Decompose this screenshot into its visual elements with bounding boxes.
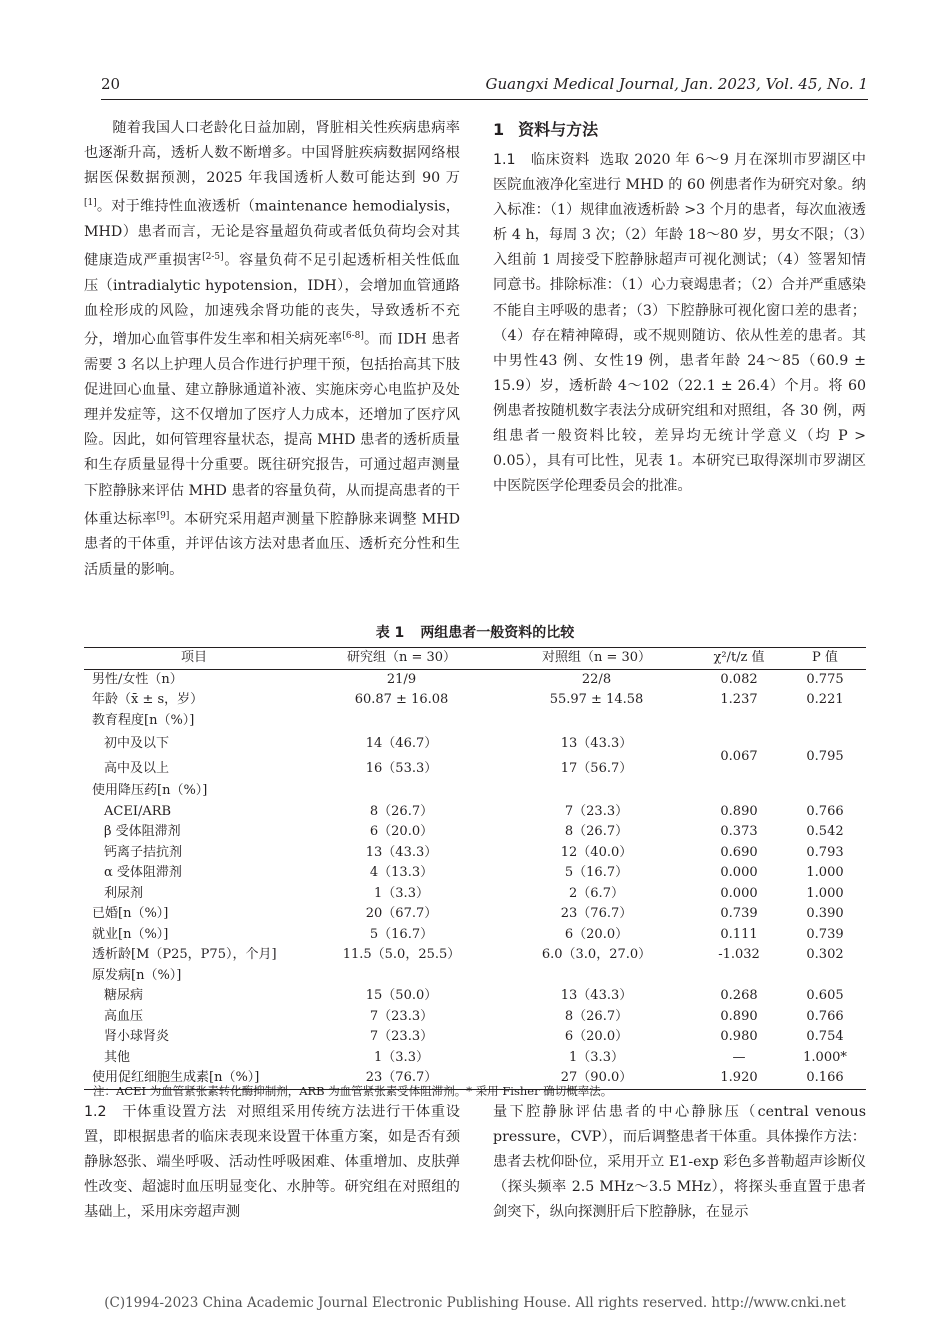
table-cell: 60.87 ± 16.08 <box>354 692 449 707</box>
table-cell: 7（23.3） <box>369 1008 434 1024</box>
table-cell: 13（43.3） <box>560 736 633 751</box>
intro-paragraph <box>84 116 460 583</box>
intro-text-d: 。而 IDH 患者需要 3 名以上护理人员合作进行护理干预，包括抬高其下肢促进回心血量、建立静脉通道补液、实施床旁心电监护及处理并发症等，这不仅增加了医疗人力成本，还增加了医疗风险。因此，如何管理容量状态，提高 MHD 患者的透析质量和生存质量显得十分重要。既往研究报告，可通过超声测量下腔静脉来评估 MHD 患者的容量负荷，从而提高患者的干体重达标率 <box>84 331 460 528</box>
table-cell: 15（50.0） <box>365 988 438 1003</box>
table-cell: 6.0（3.0，27.0） <box>541 947 652 962</box>
table-cell: 6（20.0） <box>369 824 434 839</box>
table-cell: 0.795 <box>806 748 844 764</box>
table-row <box>84 711 866 732</box>
table-cell: ACEI/ARB <box>104 803 172 819</box>
table-cell: 11.5（5.0，25.5） <box>342 947 461 962</box>
table-cell: 0.221 <box>806 692 844 707</box>
table-cell: 5（16.7） <box>369 926 434 942</box>
table-cell: 糖尿病 <box>104 988 144 1003</box>
table-cell: 16（53.3） <box>365 761 438 776</box>
table-cell: 22/8 <box>581 671 612 687</box>
subsection-1-2-heading: 1.2 干体重设置方法 <box>84 1104 227 1120</box>
table-cell: 1.237 <box>720 692 758 707</box>
intro-column <box>84 116 460 583</box>
table-cell: 教育程度[n（%）] <box>92 712 195 728</box>
table-cell: 1（3.3） <box>374 1049 429 1065</box>
table-cell: 8（26.7） <box>564 824 629 839</box>
citation-4[interactable]: [9] <box>156 510 170 521</box>
table-cell: 0.000 <box>720 885 758 901</box>
subsection-1-2-right <box>493 1100 866 1225</box>
table-cell: 原发病[n（%）] <box>92 967 182 983</box>
table-row <box>84 966 866 987</box>
table-cell: 高中及以上 <box>104 761 170 776</box>
table-row <box>84 863 866 884</box>
table-cell: 7（23.3） <box>564 803 629 819</box>
table-cell: 0.542 <box>806 824 844 839</box>
citation-2[interactable]: [2-5] <box>202 252 224 263</box>
table-row <box>84 945 866 966</box>
table-cell: 透析龄[M（P25，P75），个月] <box>92 947 277 962</box>
table-cell: 13（43.3） <box>365 844 438 860</box>
table-row <box>84 669 866 690</box>
table-cell: 0.605 <box>806 988 844 1003</box>
table-cell: 年龄（x̄ ± s，岁） <box>92 692 204 707</box>
table-cell: -1.032 <box>718 947 760 962</box>
table-cell: 27（90.0） <box>499 1068 694 1089</box>
table-cell: 利尿剂 <box>104 885 144 901</box>
table-cell: β 受体阻滞剂 <box>104 824 181 839</box>
table-cell: 0.754 <box>806 1029 844 1044</box>
subsection-1-2-left <box>84 1100 460 1225</box>
table-row <box>84 1027 866 1048</box>
intro-text-a: 随着我国人口老龄化日益加剧，肾脏相关性疾病患病率也逐渐升高，透析人数不断增多。中国肾脏疾病数据网络根据医保数据预测，2025 年我国透析人数可能达到 90 万 <box>84 120 460 187</box>
table-cell: 0.890 <box>720 1008 758 1024</box>
table-row <box>84 822 866 843</box>
table-cell: — <box>732 1049 746 1065</box>
section-1-label: 资料与方法 <box>518 120 599 139</box>
table-row <box>84 925 866 946</box>
table-cell: 13（43.3） <box>560 988 633 1003</box>
copyright-footer: (C)1994-2023 China Academic Journal Electronic Publishing House. All rights reserved. http://www.cnki.net <box>104 1295 846 1311</box>
table-cell: 已婚[n（%）] <box>92 906 169 921</box>
table-cell: 0.793 <box>806 844 844 860</box>
table-cell: 肾小球肾炎 <box>104 1029 170 1044</box>
table-cell: 0.111 <box>720 926 758 942</box>
table-cell: 0.739 <box>720 906 758 921</box>
table-cell: 20（67.7） <box>365 906 438 921</box>
header-rule <box>101 99 868 100</box>
table-cell: 1.000* <box>803 1049 847 1065</box>
table-cell: 12（40.0） <box>560 844 633 860</box>
table-header-cell: P 值 <box>784 648 866 670</box>
table-cell: 就业[n（%）] <box>92 926 169 942</box>
table-cell: 1（3.3） <box>569 1049 624 1065</box>
table-cell: 6（20.0） <box>564 926 629 942</box>
intro-text-c: 。容量负荷不足引起透析相关性低血压（intradialytic hypotension，IDH），会增加血管通路血栓形成的风险，加速残余肾功能的丧失，导致透析不充分，增加心血管事件发生率和相关病死率 <box>84 252 460 348</box>
table-row <box>84 781 866 802</box>
citation-3[interactable]: [6-8] <box>342 331 364 342</box>
table-cell: 0.766 <box>806 1008 844 1024</box>
subsection-1-1-text: 选取 2020 年 6～9 月在深圳市罗湖区中医院血液净化室进行 MHD 的 60 例患者作为研究对象。纳入标准：（1）规律血液透析龄 >3 个月的患者，每次血液透析 4 h，每周 3 次；（2）年龄 18～80 岁，男女不限；（3）入组前 1 周接受下腔静脉超声可视化测试；（4）签署知情同意书。排除标准：（1）心力衰竭患者；（2）合并严重感染不能自主呼吸的患者；（3）下腔静脉可视化窗口差的患者；（4）存在精神障碍，或不规则随访、依从性差的患者。其中男性43 例、女性19 例，患者年龄 24～85（60.9 ± 15.9）岁，透析龄 4～102（22.1 ± 26.4）个月。将 60 例患者按随机数字表法分成研究组和对照组，各 30 例，两组患者一般资料比较，差异均无统计学意义（均 P > 0.05），具有可比性，见表 1。本研究已取得深圳市罗湖区中医院医学伦理委员会的批准。 <box>493 152 866 495</box>
table-cell: 8（26.7） <box>369 803 434 819</box>
table-cell: 0.690 <box>720 844 758 860</box>
table-cell: 1.920 <box>694 1068 784 1089</box>
table-cell: 0.082 <box>720 671 758 687</box>
journal-header: Guangxi Medical Journal, Jan. 2023, Vol. 45, No. 1 <box>485 75 868 93</box>
table-cell: 0.739 <box>806 926 844 942</box>
section-1-title <box>493 116 866 144</box>
table-cell: 21/9 <box>386 671 417 687</box>
table-row <box>84 1007 866 1028</box>
table-header-cell: 项目 <box>84 648 304 670</box>
table-1-number: 表 1 <box>375 625 405 641</box>
table-cell: 0.980 <box>720 1029 758 1044</box>
table-cell: 男性/女性（n） <box>92 671 183 687</box>
table-cell: 7（23.3） <box>369 1029 434 1044</box>
table-cell: 1（3.3） <box>374 885 429 901</box>
citation-1[interactable]: [1] <box>84 198 97 209</box>
table-cell: 8（26.7） <box>564 1008 629 1024</box>
table-row <box>84 986 866 1007</box>
table-cell: α 受体阻滞剂 <box>104 865 182 880</box>
table-cell: 使用降压药[n（%）] <box>92 783 208 798</box>
page-number: 20 <box>101 75 121 93</box>
table-cell: 23（76.7） <box>560 906 633 921</box>
table-row <box>84 731 866 756</box>
table-cell: 高血压 <box>104 1008 144 1024</box>
table-cell: 0.000 <box>720 865 758 880</box>
table-cell: 0.302 <box>806 947 844 962</box>
table-cell: 钙离子拮抗剂 <box>104 844 183 860</box>
table-cell: 初中及以下 <box>104 736 170 751</box>
table-1-note: 注：ACEI 为血管紧张素转化酶抑制剂，ARB 为血管紧张素受体阻滞剂。* 采用 Fisher 确切概率法。 <box>93 1084 613 1098</box>
subsection-1-2-paragraph <box>84 1100 460 1225</box>
table-row <box>84 843 866 864</box>
table-cell: 其他 <box>104 1049 131 1065</box>
table-cell: 5（16.7） <box>564 865 629 880</box>
table-row <box>84 1048 866 1069</box>
table-cell: 1.000 <box>806 885 844 901</box>
methods-column <box>493 116 866 499</box>
table-cell: 0.766 <box>806 803 844 819</box>
table-1-title: 两组患者一般资料的比较 <box>420 625 575 641</box>
table-row <box>84 884 866 905</box>
table-header-cell: 研究组（n = 30） <box>304 648 499 670</box>
table-cell: 4（13.3） <box>369 865 434 880</box>
table-cell: 0.775 <box>806 671 844 687</box>
table-row <box>84 690 866 711</box>
table-cell: 23（76.7） <box>304 1068 499 1089</box>
table-cell: 17（56.7） <box>560 761 633 776</box>
table-row <box>84 802 866 823</box>
table-cell: 使用促红细胞生成素[n（%）] <box>84 1068 304 1089</box>
table-cell: 0.890 <box>720 803 758 819</box>
table-cell: 0.166 <box>784 1068 866 1089</box>
subsection-1-1-heading: 1.1 临床资料 <box>493 152 590 168</box>
table-1 <box>84 647 866 1090</box>
intro-text-b: 。对于维持性血液透析（maintenance hemodialysis，MHD）患者而言，无论是容量超负荷或者低负荷均会对其健康造成严重损害 <box>84 199 460 269</box>
table-cell: 0.268 <box>720 988 758 1003</box>
table-cell: 6（20.0） <box>564 1029 629 1044</box>
table-1-caption <box>84 622 866 642</box>
table-header-cell: 对照组（n = 30） <box>499 648 694 670</box>
subsection-1-2-continued: 量下腔静脉评估患者的中心静脉压（central venous pressure，CVP），而后调整患者干体重。具体操作方法：患者去枕仰卧位，采用开立 E1-exp 彩色多普勒超声诊断仪（探头频率 2.5 MHz～3.5 MHz），将探头垂直置于患者剑突下，纵向探测肝后下腔静脉，在显示 <box>493 1104 866 1221</box>
table-cell: 55.97 ± 14.58 <box>549 692 644 707</box>
table-cell: 0.067 <box>720 748 758 764</box>
table-cell: 0.373 <box>720 824 758 839</box>
table-cell: 1.000 <box>806 865 844 880</box>
table-cell: 14（46.7） <box>365 736 438 751</box>
table-header-cell: χ²/t/z 值 <box>694 648 784 670</box>
table-header-row <box>84 648 866 670</box>
section-1-number: 1 <box>493 120 505 139</box>
subsection-1-1-paragraph <box>493 148 866 499</box>
intro-text-e: 。本研究采用超声测量下腔静脉来调整 MHD 患者的干体重，并评估该方法对患者血压、透析充分性和生活质量的影响。 <box>84 511 460 578</box>
table-cell: 2（6.7） <box>569 885 624 901</box>
table-cell: 0.390 <box>806 906 844 921</box>
table-row <box>84 904 866 925</box>
subsection-1-2-text: 对照组采用传统方法进行干体重设置，即根据患者的临床表现来设置干体重方案，如是否有颈静脉怒张、端坐呼吸、活动性呼吸困难、体重增加、皮肤弹性改变、超滤时血压明显变化、水肿等。研究组在对照组的基础上，采用床旁超声测 <box>84 1104 460 1221</box>
